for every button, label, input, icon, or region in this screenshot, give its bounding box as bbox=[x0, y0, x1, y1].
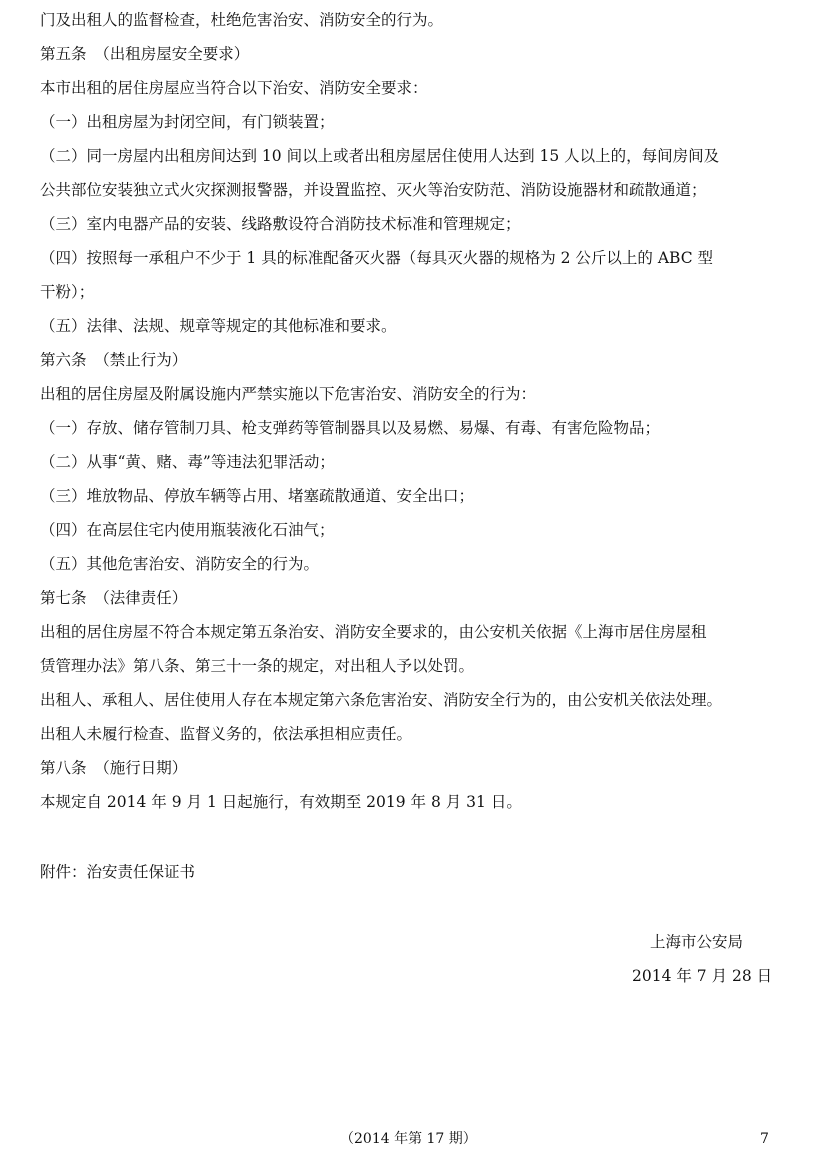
article-heading: 第六条 （禁止行为） bbox=[40, 351, 188, 369]
body-line: 门及出租人的监督检查，杜绝危害治安、消防安全的行为。 bbox=[40, 11, 444, 29]
list-item: （五）法律、法规、规章等规定的其他标准和要求。 bbox=[40, 317, 397, 335]
list-item: （一）存放、储存管制刀具、枪支弹药等管制器具以及易燃、易爆、有毒、有害危险物品； bbox=[40, 419, 661, 437]
list-item: （四）按照每一承租户不少于 1 具的标准配备灭火器（每具灭火器的规格为 2 公斤以上的 ABC 型 bbox=[40, 249, 714, 267]
list-item: （五）其他危害治安、消防安全的行为。 bbox=[40, 555, 320, 573]
issuer-name: 上海市公安局 bbox=[650, 933, 744, 951]
page-number: 7 bbox=[760, 1131, 769, 1147]
article-heading: 第七条 （法律责任） bbox=[40, 589, 188, 607]
body-line: 出租人、承租人、居住使用人存在本规定第六条危害治安、消防安全行为的，由公安机关依法处理。 bbox=[40, 691, 723, 709]
article-heading: 第八条 （施行日期） bbox=[40, 759, 188, 777]
body-line: 公共部位安装独立式火灾探测报警器，并设置监控、灭火等治安防范、消防设施器材和疏散通道； bbox=[40, 181, 707, 199]
body-line: 本市出租的居住房屋应当符合以下治安、消防安全要求： bbox=[40, 79, 428, 97]
body-line: 本规定自 2014 年 9 月 1 日起施行，有效期至 2019 年 8 月 31 日。 bbox=[40, 793, 522, 811]
footer-issue: （2014 年第 17 期） bbox=[340, 1131, 477, 1147]
body-line: 赁管理办法》第八条、第三十一条的规定，对出租人予以处罚。 bbox=[40, 657, 475, 675]
list-item: （二）同一房屋内出租房间达到 10 间以上或者出租房屋居住使用人达到 15 人以上的，每间房间及 bbox=[40, 147, 720, 165]
list-item: （三）堆放物品、停放车辆等占用、堵塞疏散通道、安全出口； bbox=[40, 487, 475, 505]
article-heading: 第五条 （出租房屋安全要求） bbox=[40, 45, 250, 63]
body-line: 出租的居住房屋及附属设施内严禁实施以下危害治安、消防安全的行为： bbox=[40, 385, 537, 403]
issue-date: 2014 年 7 月 28 日 bbox=[632, 967, 773, 985]
list-item: （四）在高层住宅内使用瓶装液化石油气； bbox=[40, 521, 335, 539]
list-item: （三）室内电器产品的安装、线路敷设符合消防技术标准和管理规定； bbox=[40, 215, 521, 233]
list-item: （一）出租房屋为封闭空间，有门锁装置； bbox=[40, 113, 335, 131]
list-item: （二）从事“黄、赌、毒”等违法犯罪活动； bbox=[40, 453, 335, 471]
body-line: 干粉）； bbox=[40, 283, 95, 301]
body-line: 出租的居住房屋不符合本规定第五条治安、消防安全要求的，由公安机关依据《上海市居住房屋租 bbox=[40, 623, 707, 641]
attachment-note: 附件：治安责任保证书 bbox=[40, 863, 196, 881]
body-line: 出租人未履行检查、监督义务的，依法承担相应责任。 bbox=[40, 725, 413, 743]
